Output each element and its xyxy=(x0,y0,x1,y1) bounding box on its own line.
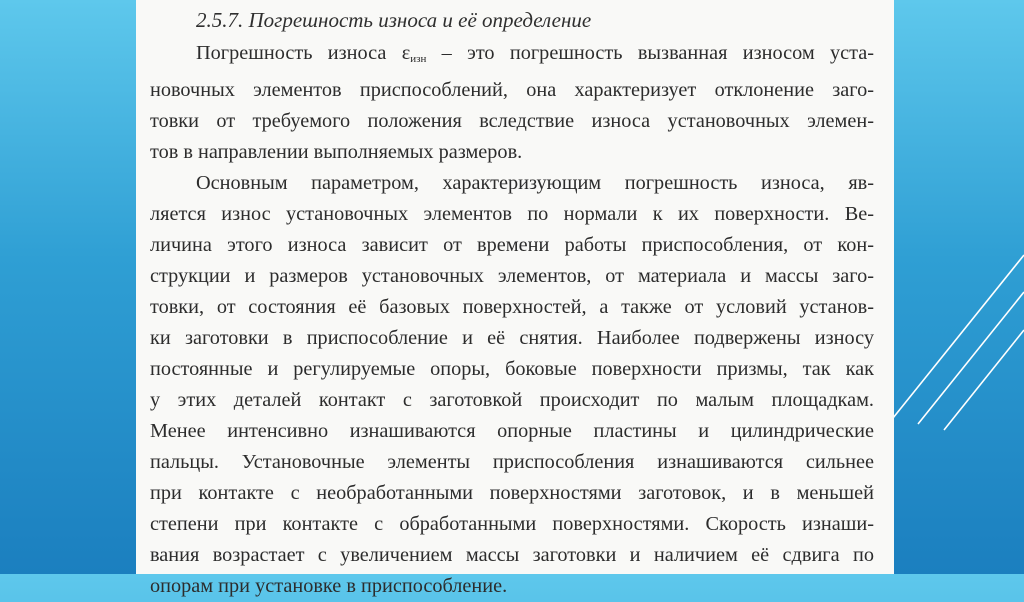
section-heading: 2.5.7. Погрешность износа и её определение xyxy=(196,8,592,32)
text-line: тов в направлении выполняемых размеров. xyxy=(150,141,523,163)
text-line: у этих деталей контакт с заготовкой происходит по малым площадкам. xyxy=(150,389,874,411)
text-line: опорам при установке в приспособление. xyxy=(150,575,508,597)
paragraph-1 xyxy=(150,38,874,168)
text-line: новочных элементов приспособлений, она характеризует отклонение заго- xyxy=(150,79,874,101)
text-fragment: Погрешность износа ε xyxy=(196,42,411,64)
scanned-page xyxy=(136,0,894,597)
text-line: Менее интенсивно изнашиваются опорные пластины и цилиндрические xyxy=(150,420,874,442)
text-line: ки заготовки в приспособление и её снятия. Наиболее подвержены износу xyxy=(150,327,874,349)
paragraph-2 xyxy=(150,168,874,602)
text-line: товки, от состояния её базовых поверхностей, а также от условий установ- xyxy=(150,296,874,318)
deco-line xyxy=(918,292,1024,424)
text-line: Основным параметром, характеризующим погрешность износа, яв- xyxy=(196,172,874,194)
deco-line xyxy=(893,255,1024,418)
text-line: личина этого износа зависит от времени работы приспособления, от кон- xyxy=(150,234,874,256)
text-line: струкции и размеров установочных элементов, от материала и массы заго- xyxy=(150,265,874,287)
text-line: ляется износ установочных элементов по нормали к их поверхности. Ве- xyxy=(150,203,874,225)
text-line: при контакте с необработанными поверхностями заготовок, и в меньшей xyxy=(150,482,874,504)
text-line: постоянные и регулируемые опоры, боковые поверхности призмы, так как xyxy=(150,358,874,380)
text-line: вания возрастает с увеличением массы заготовки и наличием её сдвига по xyxy=(150,544,874,566)
text-line: пальцы. Установочные элементы приспособления изнашиваются сильнее xyxy=(150,451,874,473)
deco-line xyxy=(944,330,1024,430)
text-line xyxy=(196,38,874,75)
text-fragment: – это погрешность вызванная износом уста- xyxy=(426,42,874,64)
text-line: степени при контакте с обработанными поверхностями. Скорость изнаши- xyxy=(150,513,874,535)
subscript: изн xyxy=(410,53,427,65)
text-line: товки от требуемого положения вследствие износа установочных элемен- xyxy=(150,110,874,132)
